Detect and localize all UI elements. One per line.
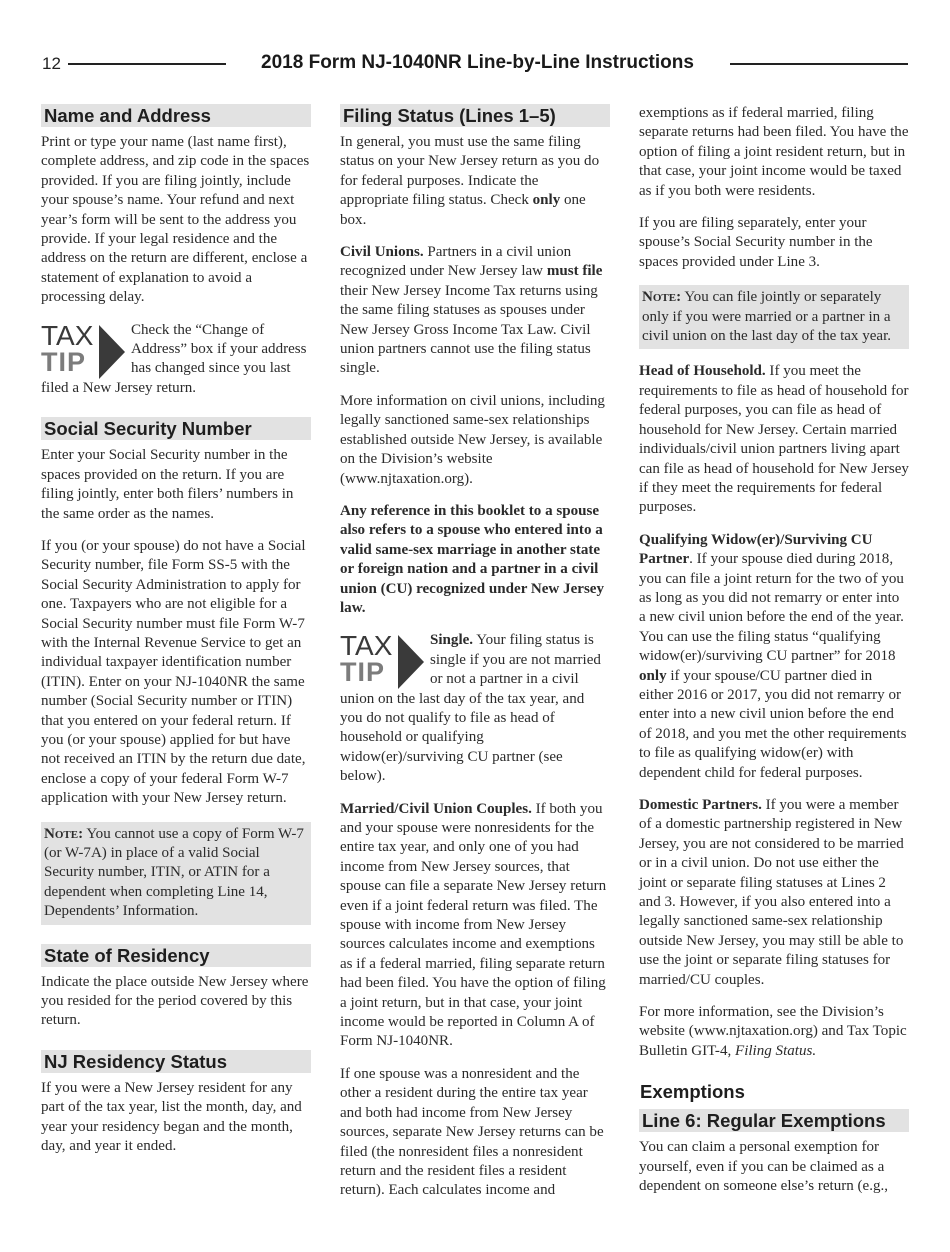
ssn-paragraph-1: Enter your Social Security number in the spaces provided on the return. If you are filing jointly, enter both filers’ numbers in the same order as the names. <box>41 447 294 522</box>
joint-separate-note <box>639 285 909 349</box>
page-title: 2018 Form NJ-1040NR Line-by-Line Instructions <box>261 52 694 73</box>
heading-exemptions: Exemptions <box>640 1081 745 1103</box>
more-information-paragraph: For more information, see the Division’s website (www.njtaxation.org) and Tax Topic Bulletin GIT-4, Filing Status. <box>639 1004 907 1059</box>
tax-tip-word-tax: TAX <box>340 630 393 662</box>
heading-filing-status: Filing Status (Lines 1–5) <box>340 104 610 127</box>
column-left <box>41 104 311 1169</box>
line-6-paragraph: You can claim a personal exemption for yourself, even if you can be claimed as a dependent on someone else’s return (e.g., <box>639 1139 889 1195</box>
spouse-reference-statement: Any reference in this booklet to a spouse also refers to a spouse who entered into a valid same-sex marriage in another state or foreign nation and a partner in a civil union (CU) recognized under New Jersey law. <box>340 502 604 616</box>
ssn-note <box>41 822 311 925</box>
tax-tip-block <box>41 321 311 399</box>
qualifying-widower-paragraph: Qualifying Widow(er)/Surviving CU Partner. If your spouse died during 2018, you can file a joint return for the two of you as long as you did not remarry or enter into a new civil union before the end of the year. You can use the filing status “qualifying widow(er)/surviving CU partner” for 2018 only if your spouse/CU partner died in either 2016 or 2017, you did not remarry or enter into a new civil union before the end of 2018, and you met the other requirements to file as qualifying widow(er) with dependent child for federal purposes. <box>639 531 907 781</box>
header-rule-left <box>68 63 226 65</box>
filing-separately-paragraph: If you are filing separately, enter your spouse’s Social Security number in the spaces provided under Line 3. <box>639 215 873 270</box>
married-couples-paragraph: Married/Civil Union Couples. If both you and your spouse were nonresidents for the entire tax year, and only one of you had income from New Jersey sources, that spouse can file a separate New Jersey return even if a joint federal return was filed. The spouse with income from New Jersey sources calculates income and exemptions as if a federal married, filing separate return had been filed. You have the option of filing a joint return, but in that case, your joint income would be reported in Column A of Form NJ-1040NR. <box>340 800 607 1050</box>
civil-unions-label: Civil Unions. <box>340 244 424 261</box>
page-number: 12 <box>42 54 61 73</box>
column-right <box>639 104 909 1210</box>
heading-social-security-number: Social Security Number <box>41 417 311 440</box>
tax-tip-word-tip: TIP <box>340 657 386 688</box>
head-of-household-label: Head of Household. <box>639 363 766 380</box>
heading-state-of-residency: State of Residency <box>41 944 311 967</box>
tax-tip-single-block <box>340 631 610 786</box>
tax-tip-word-tip: TIP <box>41 346 87 377</box>
note-label: Note: <box>44 825 84 842</box>
domestic-partners-paragraph: Domestic Partners. If you were a member of a domestic partnership registered in New Jersey, you are not considered to be married or in a civil union. Do not use either the joint or separate filing statuses at Lines 2 and 3. However, if you also entered into a legally sanctioned same-sex relationship outside New Jersey, you may still be able to use the joint or separate filing statuses for married/CU couples. <box>639 797 904 988</box>
single-text: Your filing status is single if you are not married or not a partner in a civil union on the last day of the tax year, and you do not qualify to file as head of household or qualifying widow(er)/surviving CU partner (see below). <box>340 632 601 785</box>
name-address-paragraph: Print or type your name (last name first), complete address, and zip code in the spaces provided. If you are filing jointly, include your spouse’s name. Your refund and next year’s form will be sent to the address you provide. If your legal residence and the address on the return are different, enclose a statement of explanation to avoid a processing delay. <box>41 134 310 306</box>
tax-tip-arrow-icon <box>398 635 424 689</box>
ssn-paragraph-2: If you (or your spouse) do not have a Social Security number, file Form SS-5 with the Social Security Administration to apply for one. Taxpayers who are not eligible for a Social Security number must file Form W-7 with the Internal Revenue Service to get an individual taxpayer identification number (ITIN). Enter on your NJ-1040NR the same number (Social Security number or ITIN) that you entered on your federal return. If you (or your spouse) applied for but have not received an ITIN by the return due date, enclose a copy of your federal Form W-7 application with your New Jersey return. <box>41 537 306 807</box>
note-text: You can file jointly or separately only if you were married or a partner in a civil union on the last day of the tax year. <box>642 289 892 345</box>
civil-unions-more-info: More information on civil unions, including legally sanctioned same-sex relationships established outside New Jersey, is available on the Division’s website (www.njtaxation.org). <box>340 392 605 487</box>
heading-nj-residency-status: NJ Residency Status <box>41 1050 311 1073</box>
tax-tip-icon <box>340 630 426 688</box>
qualifying-widower-label: Qualifying Widow(er)/Surviving CU Partner <box>639 531 873 568</box>
married-couples-label: Married/Civil Union Couples. <box>340 800 532 817</box>
tax-tip-arrow-icon <box>99 325 125 379</box>
tax-tip-change-of-address: Check the “Change of Address” box if your address has changed since you last filed a New Jersey return. <box>41 321 307 396</box>
one-spouse-nonresident-paragraph: If one spouse was a nonresident and the other a resident during the entire tax year and both had income from New Jersey sources, separate New Jersey returns can be filed (the nonresident files a nonresident return and the resident files a resident return). Each calculates income and <box>340 1065 604 1199</box>
page-header <box>0 48 950 82</box>
note-label: Note: <box>642 289 682 306</box>
tax-tip-word-tax: TAX <box>41 319 94 351</box>
column-middle <box>340 104 610 1214</box>
civil-unions-paragraph: Civil Unions. Partners in a civil union recognized under New Jersey law must file their New Jersey Income Tax returns using the same filing statuses as spouses under New Jersey Gross Income Tax Law. Civil union partners cannot use the filing status single. <box>340 244 603 377</box>
note-text: You cannot use a copy of Form W-7 (or W-7A) in place of a valid Social Security number, ITIN, or ATIN for a dependent when completing Line 14, Dependents’ Information. <box>44 825 304 920</box>
married-continued-paragraph: exemptions as if federal married, filing separate returns had been filed. You have the option of filing a joint resident return, but in that case, your joint income would be taxed as if you both were residents. <box>639 105 909 199</box>
domestic-partners-label: Domestic Partners. <box>639 797 762 813</box>
state-residency-paragraph: Indicate the place outside New Jersey where you resided for the period covered by this return. <box>41 973 309 1029</box>
header-rule-right <box>730 63 908 65</box>
single-label: Single. <box>430 632 474 649</box>
heading-line-6-regular-exemptions: Line 6: Regular Exemptions <box>639 1109 909 1132</box>
heading-name-and-address: Name and Address <box>41 104 311 127</box>
filing-status-intro: In general, you must use the same filing status on your New Jersey return as you do for federal purposes. Indicate the appropriate filing status. Check only one box. <box>340 134 600 228</box>
head-of-household-paragraph: Head of Household. If you meet the requirements to file as head of household for federal purposes, you can file as head of household for New Jersey. Certain married individuals/civil union partners living apart can file as head of household for New Jersey if they meet the requirements for federal purposes. <box>639 363 909 516</box>
nj-residency-paragraph: If you were a New Jersey resident for any part of the tax year, list the month, day, and year your residency began and the month, day, and year it ended. <box>41 1079 302 1155</box>
tax-tip-icon <box>41 319 127 377</box>
